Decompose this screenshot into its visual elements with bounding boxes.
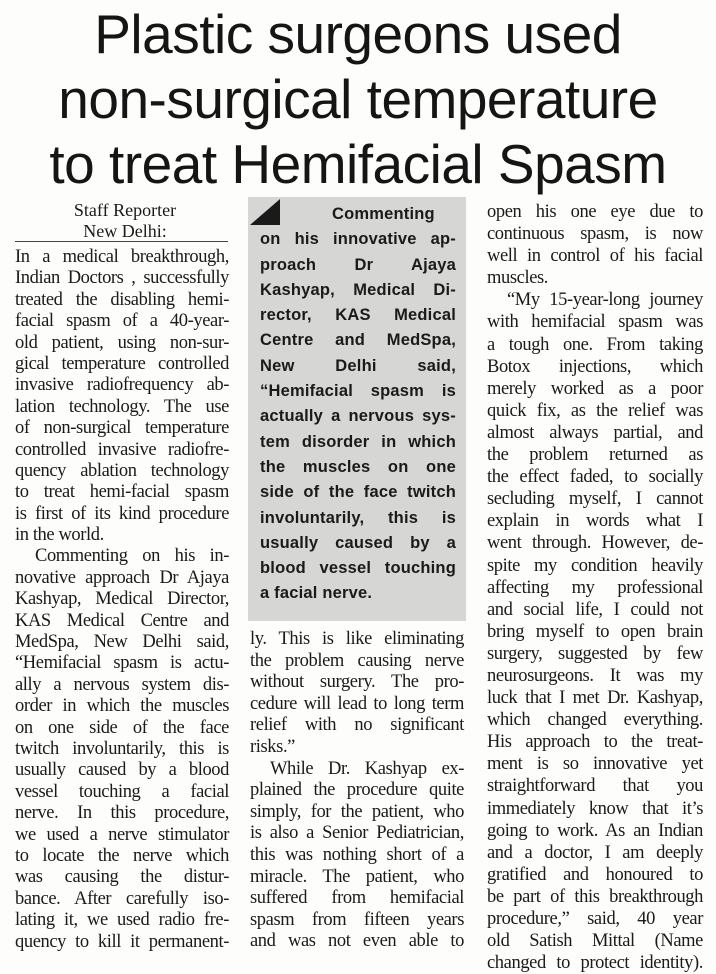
text-line: quency ablation technology	[15, 460, 229, 481]
text-line: and social life, I could not	[487, 599, 703, 620]
text-line: Kashyap, Medical Di-	[260, 280, 456, 299]
text-line: gratified and honoured to	[487, 864, 703, 885]
text-line: MedSpa, New Delhi said,	[15, 632, 229, 653]
text-line: quency to kill it permanent-	[15, 931, 229, 952]
text-line: nerve. In this procedure,	[15, 803, 229, 824]
article-column-2	[250, 629, 464, 953]
text-line: to locate the nerve which	[15, 845, 229, 866]
byline	[15, 200, 235, 242]
text-line: involuntarily, this is	[260, 508, 456, 527]
text-line: going to work. As an Indian	[487, 820, 703, 841]
text-line: lating it, we used radio fre-	[15, 910, 229, 931]
text-line: Kashyap, Medical Director,	[15, 589, 229, 610]
text-line: old Satish Mittal (Name	[487, 931, 703, 952]
text-line: plained the procedure quite	[250, 780, 464, 801]
text-line: suffered from hemifacial	[250, 888, 464, 909]
text-line: “Hemifacial spasm is	[260, 382, 456, 401]
text-line: spasm from fifteen years	[250, 909, 464, 930]
text-line: procedure,” said, 40 year	[487, 909, 703, 929]
text-line: Commenting	[332, 205, 435, 223]
text-line: went through. However, de-	[487, 533, 703, 554]
text-line: explain in words what I	[487, 511, 703, 532]
text-line: ly. This is like eliminating	[250, 629, 464, 649]
text-line: tem disorder in which	[260, 432, 456, 451]
headline-line: Plastic surgeons used	[94, 3, 622, 65]
text-line: blood vessel touching	[260, 559, 456, 578]
text-line: While Dr. Kashyap ex-	[270, 758, 464, 779]
text-line: the problem causing nerve	[250, 650, 464, 671]
text-line: on his innovative ap-	[260, 230, 456, 249]
text-line: Botox injections, which	[487, 356, 703, 377]
text-line: New Delhi said,	[260, 356, 456, 375]
text-line: novative approach Dr Ajaya	[15, 567, 229, 588]
text-line: ally a nervous system dis-	[15, 674, 229, 695]
text-line: the problem returned as	[487, 445, 703, 466]
text-line: spite my condition heavily	[487, 555, 703, 576]
text-line: usually caused by a blood	[15, 760, 229, 781]
text-line: open his one eye due to	[487, 202, 703, 222]
text-line: In a medical breakthrough,	[15, 247, 229, 267]
text-line: His approach to the treat-	[487, 732, 703, 753]
text-line: well in control of his facial	[487, 246, 703, 267]
text-line: “Hemifacial spasm is actu-	[15, 653, 229, 674]
text-line: relief with no significant	[250, 715, 464, 736]
dateline: New Delhi:	[83, 221, 167, 241]
text-line: this was nothing short of a	[250, 844, 464, 865]
text-line: gical temperature controlled	[15, 353, 229, 374]
text-line: surgery, suggested by few	[487, 643, 703, 664]
text-line: with hemifacial spasm was	[487, 312, 703, 333]
text-line: bance. After carefully iso-	[15, 888, 229, 909]
text-line: a facial nerve.	[260, 584, 373, 603]
text-line: neurosurgeons. It was my	[487, 665, 703, 686]
text-line: immediately know that it’s	[487, 798, 703, 819]
text-line: lation technology. The use	[15, 396, 229, 417]
byline-divider	[15, 241, 228, 242]
text-line: Commenting on his in-	[35, 546, 229, 567]
text-line: merely worked as a poor	[487, 378, 703, 399]
text-line: on one side of the face	[15, 717, 229, 738]
text-line: Indian Doctors , successfully	[15, 268, 229, 289]
text-line: continuous spasm, is now	[487, 224, 703, 245]
text-line: which changed everything.	[487, 710, 703, 731]
text-line: facial spasm of a 40-year-	[15, 311, 229, 332]
text-line: a tough one. From taking	[487, 334, 703, 355]
text-line: twitch involuntarily, this is	[15, 738, 229, 759]
text-line: almost always partial, and	[487, 422, 703, 443]
pull-quote	[260, 202, 456, 607]
text-line: and was not even able to	[250, 931, 464, 952]
text-line: treated the disabling hemi-	[15, 289, 229, 310]
text-line: the effect faded, to socially	[487, 467, 703, 488]
text-line: Centre and MedSpa,	[260, 331, 456, 350]
text-line: to treat hemi-facial spasm	[15, 482, 229, 503]
text-line: bring myself to open brain	[487, 621, 703, 642]
text-line: invasive radiofrequency ab-	[15, 375, 229, 396]
text-line: miracle. The patient, who	[250, 866, 464, 887]
text-line: is first of its kind procedure	[15, 503, 229, 524]
text-line: and a doctor, I am deeply	[487, 842, 703, 863]
text-line: ment is so innovative yet	[487, 754, 703, 775]
text-line: proach Dr Ajaya	[260, 255, 456, 274]
text-line: simply, for the patient, who	[250, 801, 464, 822]
text-line: secluding myself, I cannot	[487, 489, 703, 510]
text-line: vessel touching a facial	[15, 781, 229, 802]
text-line: risks.”	[250, 736, 295, 757]
text-line: the muscles on one	[260, 457, 456, 476]
text-line: without surgery. The pro-	[250, 672, 464, 693]
text-line: KAS Medical Centre and	[15, 610, 229, 631]
text-line: actually a nervous sys-	[260, 407, 456, 426]
headline-line: to treat Hemifacial Spasm	[49, 133, 667, 195]
text-line: quick fix, as the relief was	[487, 400, 703, 421]
text-line: straightforward that you	[487, 776, 703, 797]
text-line: controlled invasive radiofre-	[15, 439, 229, 460]
text-line: cedure will lead to long term	[250, 693, 464, 714]
text-line: “My 15-year-long journey	[507, 290, 703, 311]
article-column-1	[15, 247, 229, 953]
text-line: be part of this breakthrough	[487, 886, 703, 907]
text-line: muscles.	[487, 268, 549, 289]
text-line: order in which the muscles	[15, 696, 229, 717]
text-line: was causing the distur-	[15, 867, 229, 888]
text-line: in the world.	[15, 525, 104, 546]
text-line: is also a Senior Pediatrician,	[250, 823, 464, 844]
text-line: side of the face twitch	[260, 483, 456, 502]
text-line: luck that I met Dr. Kashyap,	[487, 688, 703, 709]
text-line: usually caused by a	[260, 533, 456, 552]
text-line: rector, KAS Medical	[260, 306, 456, 325]
text-line: old patient, using non-sur-	[15, 332, 229, 353]
article-column-3	[487, 201, 703, 974]
text-line: changed to protect identity).	[487, 953, 703, 974]
text-line: affecting my professional	[487, 577, 703, 598]
headline	[0, 2, 716, 197]
reporter: Staff Reporter	[73, 200, 177, 220]
text-line: we used a nerve stimulator	[15, 824, 229, 845]
text-line: of non-surgical temperature	[15, 418, 229, 439]
headline-line: non-surgical temperature	[58, 68, 658, 130]
